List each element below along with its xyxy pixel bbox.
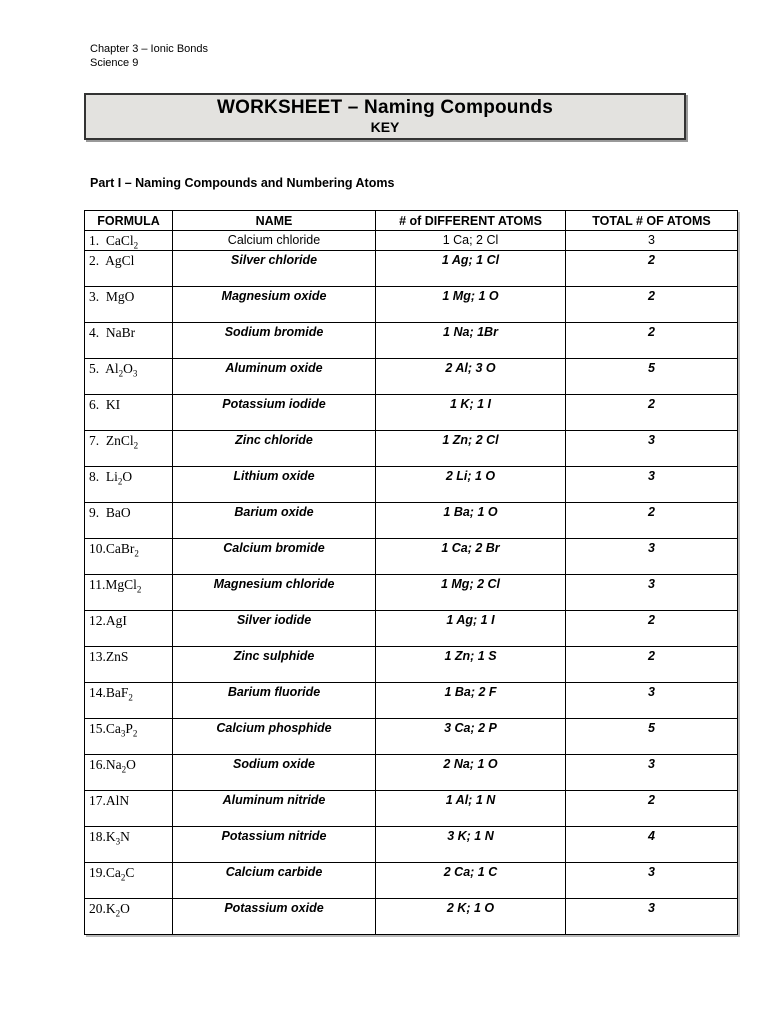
table-row <box>85 683 738 719</box>
table-row <box>85 863 738 899</box>
different-atoms-cell: 1 Mg; 2 Cl <box>376 575 566 611</box>
document-header <box>90 42 208 70</box>
table-row <box>85 719 738 755</box>
different-atoms-cell: 1 Na; 1Br <box>376 323 566 359</box>
total-atoms-cell: 3 <box>566 899 738 935</box>
different-atoms-cell: 1 Zn; 2 Cl <box>376 431 566 467</box>
different-atoms-cell: 2 K; 1 O <box>376 899 566 935</box>
total-atoms-cell: 3 <box>566 467 738 503</box>
formula-cell: $18.K_3N$ <box>85 827 173 863</box>
name-cell: Aluminum oxide <box>173 359 376 395</box>
chapter-line: Chapter 3 – Ionic Bonds <box>90 43 209 55</box>
name-cell: Potassium iodide <box>173 395 376 431</box>
name-cell: Barium fluoride <box>173 683 376 719</box>
formula-cell: 3. MgO <box>85 287 173 323</box>
total-atoms-cell: 3 <box>566 863 738 899</box>
table-row <box>85 611 738 647</box>
formula-cell: 14.BaF$_2$ <box>85 683 173 719</box>
total-atoms-cell: 3 <box>566 539 738 575</box>
table-header-row <box>85 211 738 231</box>
formula-cell: 1. CaCl$_2$ <box>85 231 173 251</box>
course-line: Science 9 <box>90 57 139 69</box>
formula-cell: 8. $Li_2O$ <box>85 467 173 503</box>
worksheet-key-label: KEY <box>370 119 400 135</box>
different-atoms-cell: 1 Ca; 2 Cl <box>376 231 566 251</box>
table-row <box>85 395 738 431</box>
table-row <box>85 323 738 359</box>
section-heading: Part I – Naming Compounds and Numbering Atoms <box>90 176 395 190</box>
name-cell: Silver chloride <box>173 251 376 287</box>
total-atoms-cell: 3 <box>566 683 738 719</box>
total-atoms-cell: 2 <box>566 503 738 539</box>
total-atoms-cell: 3 <box>566 231 738 251</box>
table-row <box>85 359 738 395</box>
total-atoms-cell: 2 <box>566 791 738 827</box>
name-cell: Magnesium oxide <box>173 287 376 323</box>
formula-cell: 10.CaBr$_2$ <box>85 539 173 575</box>
name-cell: Potassium oxide <box>173 899 376 935</box>
different-atoms-cell: 1 Al; 1 N <box>376 791 566 827</box>
total-atoms-cell: 2 <box>566 611 738 647</box>
formula-cell: 2. AgCl <box>85 251 173 287</box>
table-row <box>85 575 738 611</box>
name-cell: Potassium nitride <box>173 827 376 863</box>
table-row <box>85 503 738 539</box>
name-cell: Sodium oxide <box>173 755 376 791</box>
table-row <box>85 827 738 863</box>
different-atoms-cell: 3 K; 1 N <box>376 827 566 863</box>
different-atoms-cell: 1 K; 1 I <box>376 395 566 431</box>
table-row <box>85 287 738 323</box>
different-atoms-cell: 1 Ba; 1 O <box>376 503 566 539</box>
name-cell: Barium oxide <box>173 503 376 539</box>
table-row <box>85 231 738 251</box>
worksheet-title: WORKSHEET – Naming Compounds <box>217 97 553 118</box>
name-cell: Calcium bromide <box>173 539 376 575</box>
formula-cell: 4. NaBr <box>85 323 173 359</box>
table-row <box>85 431 738 467</box>
name-cell: Sodium bromide <box>173 323 376 359</box>
formula-cell: 12.AgI <box>85 611 173 647</box>
different-atoms-cell: 1 Ca; 2 Br <box>376 539 566 575</box>
table-row <box>85 467 738 503</box>
formula-cell: 6. KI <box>85 395 173 431</box>
total-atoms-cell: 3 <box>566 575 738 611</box>
table-row <box>85 647 738 683</box>
formula-cell: $15.Ca_3P_2$ <box>85 719 173 755</box>
total-atoms-cell: 2 <box>566 251 738 287</box>
table-row <box>85 539 738 575</box>
total-atoms-cell: 2 <box>566 395 738 431</box>
different-atoms-cell: 2 Ca; 1 C <box>376 863 566 899</box>
different-atoms-cell: 2 Na; 1 O <box>376 755 566 791</box>
total-atoms-cell: 5 <box>566 719 738 755</box>
formula-cell: 5. $Al_2O_3$ <box>85 359 173 395</box>
formula-cell: $19.Ca_2C$ <box>85 863 173 899</box>
different-atoms-cell: 2 Al; 3 O <box>376 359 566 395</box>
table-row <box>85 251 738 287</box>
different-atoms-cell: 3 Ca; 2 P <box>376 719 566 755</box>
compounds-table <box>84 210 738 935</box>
name-cell: Calcium carbide <box>173 863 376 899</box>
name-cell: Calcium chloride <box>173 231 376 251</box>
total-atoms-cell: 2 <box>566 647 738 683</box>
formula-cell: 17.AlN <box>85 791 173 827</box>
formula-cell: $16.Na_2O$ <box>85 755 173 791</box>
different-atoms-cell: 1 Ag; 1 I <box>376 611 566 647</box>
table-row <box>85 755 738 791</box>
formula-cell: 11.MgCl$_2$ <box>85 575 173 611</box>
table-row <box>85 791 738 827</box>
column-header-formula: FORMULA <box>85 211 173 231</box>
column-header-name: NAME <box>173 211 376 231</box>
name-cell: Calcium phosphide <box>173 719 376 755</box>
column-header-different-atoms: # of DIFFERENT ATOMS <box>376 211 566 231</box>
different-atoms-cell: 2 Li; 1 O <box>376 467 566 503</box>
total-atoms-cell: 3 <box>566 431 738 467</box>
formula-cell: 9. BaO <box>85 503 173 539</box>
name-cell: Lithium oxide <box>173 467 376 503</box>
total-atoms-cell: 5 <box>566 359 738 395</box>
different-atoms-cell: 1 Mg; 1 O <box>376 287 566 323</box>
total-atoms-cell: 3 <box>566 755 738 791</box>
different-atoms-cell: 1 Zn; 1 S <box>376 647 566 683</box>
name-cell: Zinc sulphide <box>173 647 376 683</box>
name-cell: Zinc chloride <box>173 431 376 467</box>
name-cell: Magnesium chloride <box>173 575 376 611</box>
table-row <box>85 899 738 935</box>
total-atoms-cell: 2 <box>566 323 738 359</box>
formula-cell: 7. ZnCl$_2$ <box>85 431 173 467</box>
title-box <box>84 93 686 140</box>
name-cell: Aluminum nitride <box>173 791 376 827</box>
different-atoms-cell: 1 Ag; 1 Cl <box>376 251 566 287</box>
total-atoms-cell: 2 <box>566 287 738 323</box>
formula-cell: 13.ZnS <box>85 647 173 683</box>
name-cell: Silver iodide <box>173 611 376 647</box>
formula-cell: $20.K_2O$ <box>85 899 173 935</box>
total-atoms-cell: 4 <box>566 827 738 863</box>
different-atoms-cell: 1 Ba; 2 F <box>376 683 566 719</box>
column-header-total-atoms: TOTAL # OF ATOMS <box>566 211 738 231</box>
